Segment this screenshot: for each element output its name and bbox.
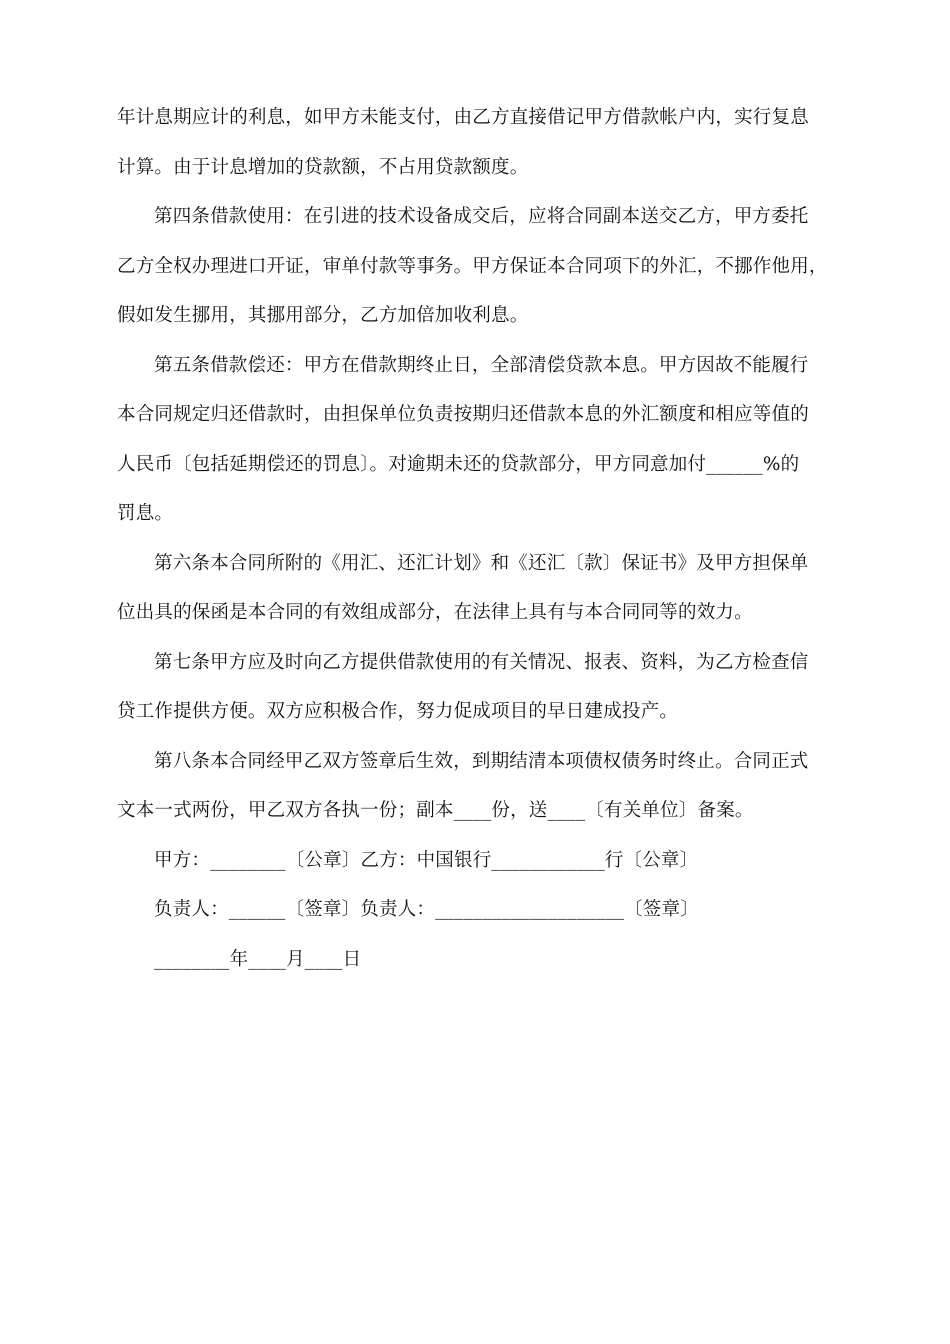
paragraph-article-8-effectiveness <box>117 737 837 836</box>
text-line: 假如发生挪用，其挪用部分，乙方加倍加收利息。 <box>117 305 529 326</box>
text-line: 本合同规定归还借款时，由担保单位负责按期归还借款本息的外汇额度和相应等值的 <box>117 404 809 425</box>
text-line: 第四条借款使用：在引进的技术设备成交后，应将合同副本送交乙方，甲方委托 <box>154 206 809 227</box>
signature-parties-line: 甲方：________〔公章〕乙方：中国银行____________行〔公章〕 <box>154 849 699 871</box>
text-line: 第五条借款偿还：甲方在借款期终止日，全部清偿贷款本息。甲方因故不能履行 <box>154 354 809 376</box>
text-line: 乙方全权办理进口开证，审单付款等事务。甲方保证本合同项下的外汇，不挪作他用， <box>117 255 828 277</box>
text-line: 第七条甲方应及时向乙方提供借款使用的有关情况、报表、资料，为乙方检查信 <box>154 651 809 673</box>
text-line: 人民币〔包括延期偿还的罚息〕。对逾期未还的贷款部分，甲方同意加付______%的 <box>117 453 800 475</box>
text-line: 年计息期应计的利息，如甲方未能支付，由乙方直接借记甲方借款帐户内，实行复息 <box>117 107 809 128</box>
paragraph-article-6-attachments <box>117 539 837 638</box>
text-line: 文本一式两份，甲乙双方各执一份；副本____份，送____〔有关单位〕备案。 <box>117 800 754 821</box>
paragraph-article-4-loan-use <box>117 192 837 341</box>
text-line: 第六条本合同所附的《用汇、还汇计划》和《还汇〔款〕保证书》及甲方担保单 <box>154 552 809 574</box>
signature-responsible-line: 负责人：______〔签章〕负责人：____________________〔签章〕 <box>154 899 699 920</box>
text-line: 贷工作提供方便。双方应积极合作，努力促成项目的早日建成投产。 <box>117 701 679 722</box>
paragraph-interest-continuation <box>117 93 837 192</box>
text-line: 第八条本合同经甲乙双方签章后生效，到期结清本项债权债务时终止。合同正式 <box>154 750 809 772</box>
signature-date-line: ________年____月____日 <box>154 948 362 970</box>
paragraph-article-5-repayment <box>117 341 837 539</box>
text-line: 罚息。 <box>117 503 174 524</box>
document-body <box>117 93 837 984</box>
text-line: 位出具的保函是本合同的有效组成部分，在法律上具有与本合同同等的效力。 <box>117 602 753 623</box>
paragraph-article-7-reporting <box>117 638 837 737</box>
text-line: 计算。由于计息增加的贷款额，不占用贷款额度。 <box>117 156 529 178</box>
